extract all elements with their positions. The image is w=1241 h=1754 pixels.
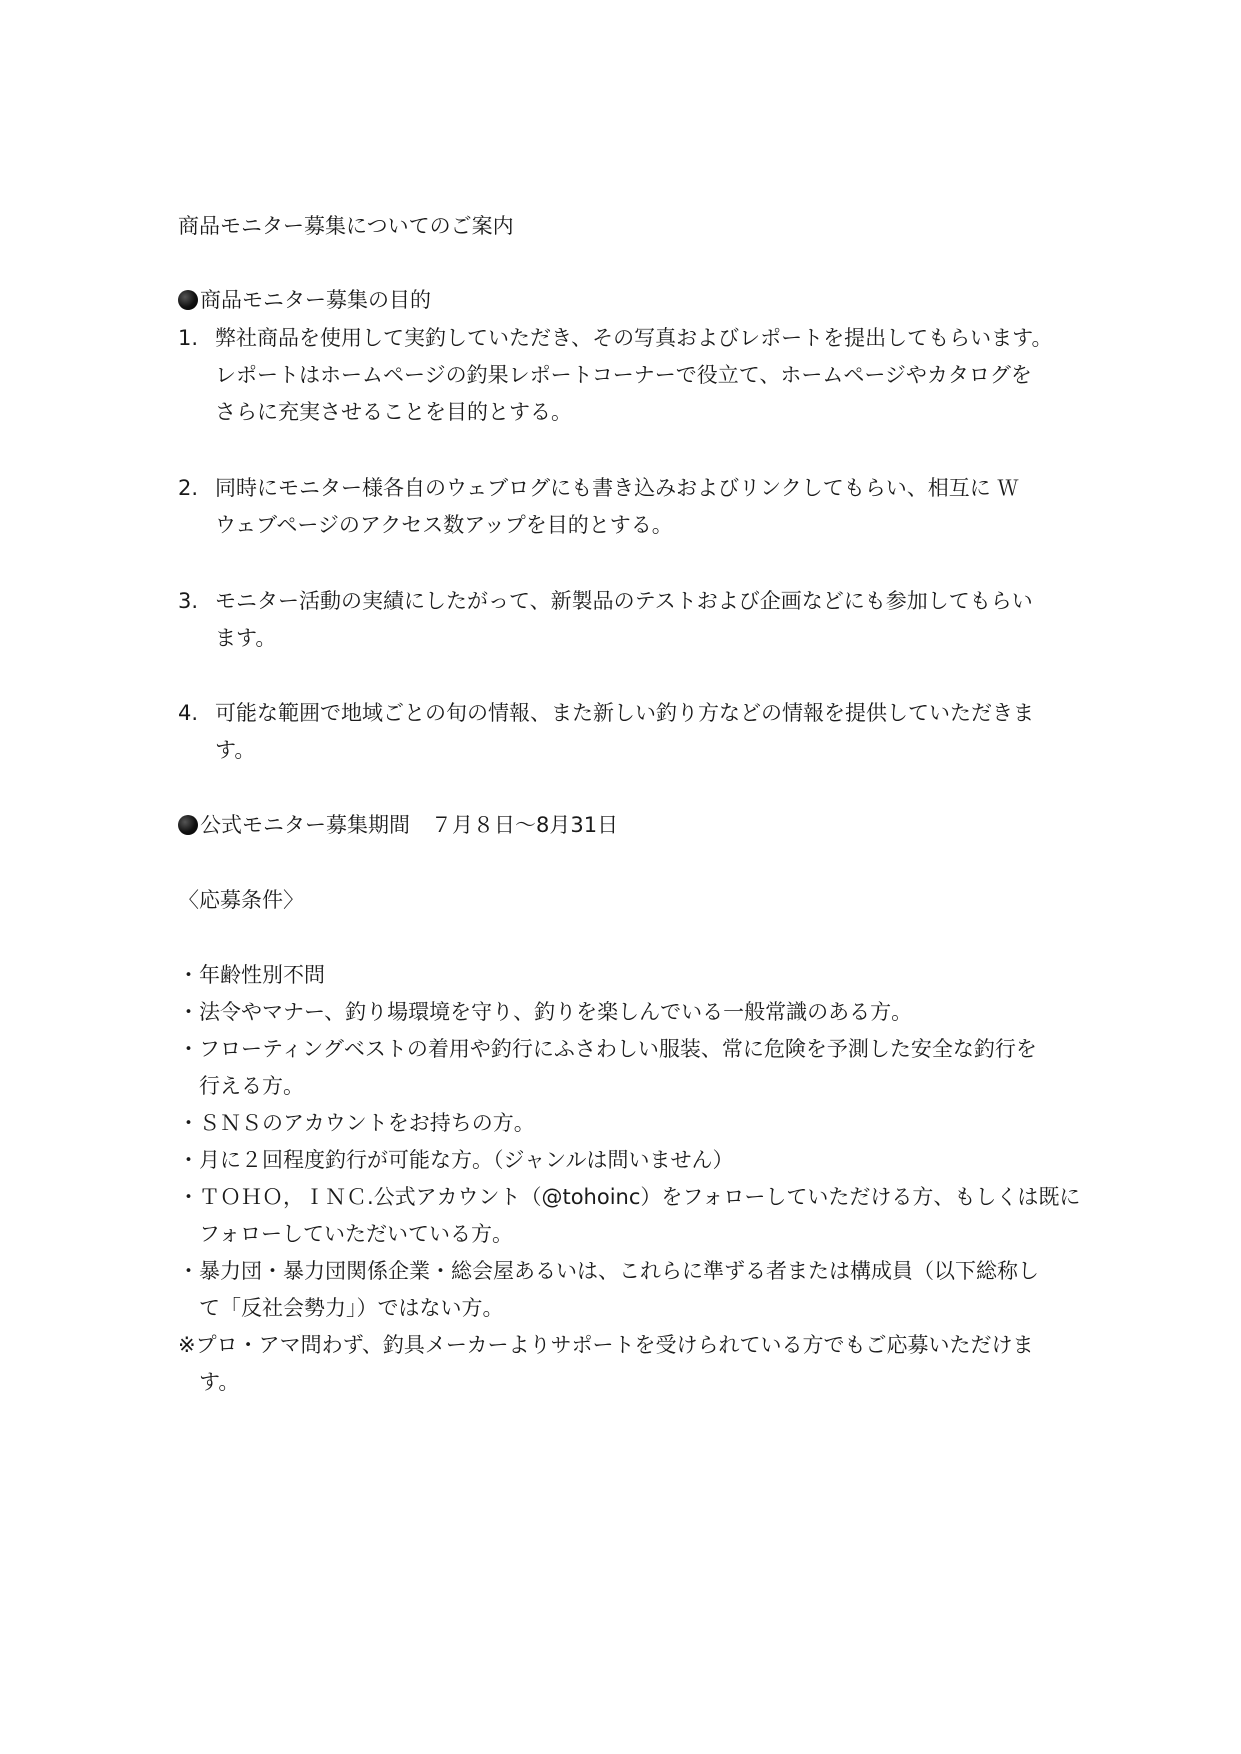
condition-line: ・年齢性別不問	[178, 963, 325, 987]
item-line: 弊社商品を使用して実釣していただき、その写真およびレポートを提出してもらいます。	[215, 326, 1053, 350]
note-line: ※プロ・アマ問わず、釣具メーカーよりサポートを受けられている方でもご応募いただけま	[178, 1333, 1034, 1357]
document-title: 商品モニター募集についてのご案内	[178, 214, 514, 238]
item-number: 2.	[178, 476, 199, 500]
period-heading-text: 公式モニター募集期間 ７月８日〜8月31日	[200, 813, 619, 837]
item-line: さらに充実させることを目的とする。	[215, 400, 572, 424]
item-number: 1.	[178, 326, 199, 350]
condition-line: ・暴力団・暴力団関係企業・総会屋あるいは、これらに準ずる者または構成員（以下総称し	[178, 1259, 1039, 1283]
condition-line: ・月に２回程度釣行が可能な方。（ジャンルは問いません）	[178, 1148, 734, 1172]
item-line: レポートはホームページの釣果レポートコーナーで役立て、ホームページやカタログを	[215, 363, 1032, 387]
item-number: 3.	[178, 589, 199, 613]
condition-line: ・フローティングベストの着用や釣行にふさわしい服装、常に危険を予測した安全な釣行を	[178, 1037, 1037, 1061]
period-heading	[178, 807, 618, 844]
item-number: 4.	[178, 701, 199, 725]
condition-line: 行える方。	[178, 1074, 304, 1098]
item-line: す。	[215, 738, 256, 762]
condition-line: ・ＳＮＳのアカウントをお持ちの方。	[178, 1111, 535, 1135]
purpose-heading	[178, 282, 431, 319]
condition-line: ・ＴＯＨＯ，ＩＮＣ.公式アカウント（@tohoinc）をフォローしていただける方、もしくは既に	[178, 1185, 1081, 1209]
item-line: ます。	[215, 626, 277, 650]
item-line: 可能な範囲で地域ごとの旬の情報、また新しい釣り方などの情報を提供していただきま	[215, 701, 1034, 725]
item-line: 同時にモニター様各自のウェブログにも書き込みおよびリンクしてもらい、相互に Ｗ	[215, 476, 1019, 500]
item-line: モニター活動の実績にしたがって、新製品のテストおよび企画などにも参加してもらい	[215, 589, 1033, 613]
black-circle-icon	[178, 815, 198, 835]
conditions-heading: 〈応募条件〉	[178, 888, 304, 912]
condition-line: て「反社会勢力」）ではない方。	[178, 1296, 504, 1320]
item-line: ウェブページのアクセス数アップを目的とする。	[215, 513, 673, 537]
condition-line: フォローしていただいている方。	[178, 1222, 513, 1246]
condition-line: ・法令やマナー、釣り場環境を守り、釣りを楽しんでいる一般常識のある方。	[178, 1000, 913, 1024]
purpose-heading-text: 商品モニター募集の目的	[200, 288, 431, 312]
note-line: す。	[178, 1370, 240, 1394]
black-circle-icon	[178, 290, 198, 310]
